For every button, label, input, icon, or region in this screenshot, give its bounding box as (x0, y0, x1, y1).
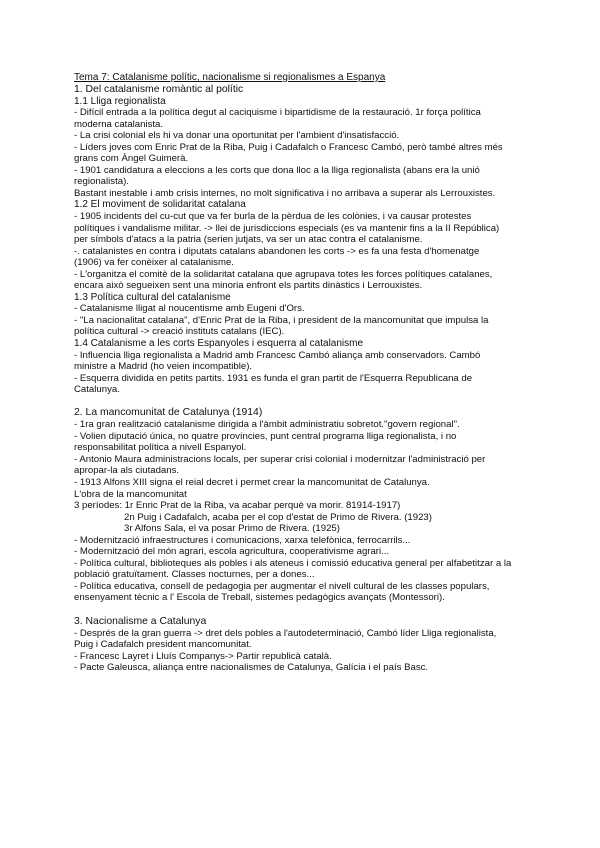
section-spacer (74, 396, 540, 408)
paragraph-line: - Francesc Layret i Lluís Companys-> Partir republicà català. (74, 650, 332, 662)
section-spacer (74, 604, 540, 616)
paragraph-line: - "La nacionalitat catalana", d'Enric Prat de la Riba, i president de la mancomunitat que impulsa la (74, 314, 489, 326)
paragraph-line: - Antonio Maura administracions locals, per superar crisi colonial i modernitzar l'administració per (74, 453, 486, 465)
paragraph-line: - La crisi colonial els hi va donar una oportunitat per l'ambient d'insatisfacció. (74, 130, 400, 142)
paragraph-line: població gratuïtament. Classes nocturnes, per a dones... (74, 569, 315, 581)
paragraph-line: -. catalanistes en contra i diputats catalans abandonen les corts -> es fa una festa d'homenatge (74, 245, 480, 257)
paragraph-line: Puig i Cadafalch president mancomunitat. (74, 639, 252, 651)
paragraph-line: per símbols d'atacs a la patria (serien jutjats, va ser un atac contra el catalanisme. (74, 234, 423, 246)
paragraph-line: L'obra de la mancomunitat (74, 488, 187, 500)
paragraph-line: - Difícil entrada a la política degut al caciquisme i bipartidisme de la restauració. 1r força política (74, 107, 481, 119)
document-body (74, 84, 540, 674)
section-heading: 3. Nacionalisme a Catalunya (74, 615, 207, 627)
subsection-heading: 1.4 Catalanisme a les corts Espanyoles i esquerra al catalanisme (74, 338, 364, 350)
section-heading: 2. La mancomunitat de Catalunya (1914) (74, 407, 263, 419)
paragraph-line: moderna catalanista. (74, 118, 164, 130)
paragraph-line: - Modernització del món agrari, escola agricultura, cooperativisme agrari... (74, 546, 390, 558)
periods-line: 2n Puig i Cadafalch, acaba per el cop d'estat de Primo de Rivera. (1923) (124, 511, 432, 523)
paragraph-line: - 1901 candidatura a eleccions a les corts que dona lloc a la lliga regionalista (abans era la unió (74, 164, 480, 176)
paragraph-line: - 1ra gran realització catalanisme dirigida a l'àmbit administratiu sobretot."govern regional". (74, 419, 460, 431)
paragraph-line: regionalista). (74, 176, 129, 188)
paragraph-line: - Volien diputació única, no quatre províncies, punt central programa lliga regionalista, i no (74, 430, 457, 442)
subsection-heading: 1.3 Política cultural del catalanisme (74, 291, 231, 303)
paragraph-line: - L'organitza el comitè de la solidaritat catalana que agrupava totes les forces polítiques catalanes, (74, 268, 493, 280)
paragraph-line: responsabilitat política a nivell Espanyol. (74, 442, 247, 454)
periods-line: 3 períodes: 1r Enric Prat de la Riba, va acabar perquè va morir. 81914-1917) (74, 500, 401, 512)
paragraph-line: apropar-la als ciutadans. (74, 465, 180, 477)
paragraph-line: - Modernització infraestructures i comunicacions, xarxa telefònica, ferrocarrils... (74, 534, 411, 546)
paragraph-line: - Catalanisme lligat al noucentisme amb Eugeni d'Ors. (74, 303, 305, 315)
paragraph-line: - Pacte Galeusca, aliança entre nacionalismes de Catalunya, Galícia i el país Basc. (74, 662, 429, 674)
paragraph-line: Catalunya. (74, 384, 120, 396)
paragraph-line: (1906) va fer conèixer al catalanisme. (74, 257, 234, 269)
paragraph-line: ministre a Madrid (ho veien incompatible). (74, 361, 253, 373)
paragraph-line: - Influencia lliga regionalista a Madrid amb Francesc Cambó aliança amb conservadors. Cambó (74, 349, 481, 361)
section-heading: 1. Del catalanisme romàntic al polític (74, 83, 244, 95)
paragraph-line: - Esquerra dividida en petits partits. 1931 es funda el gran partit de l'Esquerra Republicana de (74, 372, 473, 384)
paragraph-line: - Política educativa, consell de pedagogia per augmentar el nivell cultural de les classes populars, (74, 580, 490, 592)
paragraph-line: política cultural -> creació instituts catalans (IEC). (74, 326, 285, 338)
paragraph-line: - 1905 incidents del cu-cut que va fer burla de la pèrdua de les colònies, i va causar protestes (74, 211, 472, 223)
paragraph-line: encara això segueixen sent una minoria enfront els partits dinàstics i Lerrouxistes. (74, 280, 423, 292)
subsection-heading: 1.1 Lliga regionalista (74, 95, 166, 107)
paragraph-line: Bastant inestable i amb crisis internes, no molt significativa i no arribava a superar als Lerrouxistes. (74, 187, 496, 199)
subsection-heading: 1.2 El moviment de solidaritat catalana (74, 199, 246, 211)
paragraph-line: - 1913 Alfons XIII signa el reial decret i permet crear la mancomunitat de Catalunya. (74, 477, 430, 488)
paragraph-line: grans com Àngel Guimerà. (74, 153, 189, 165)
paragraph-line: - Política cultural, biblioteques als pobles i als ateneus i comissió educativa general per alfabetitzar a la (74, 557, 512, 569)
paragraph-line: - Després de la gran guerra -> dret dels pobles a l'autodeterminació, Cambó líder Lliga regionalista, (74, 627, 497, 639)
paragraph-line: - Líders joves com Enric Prat de la Riba, Puig i Cadafalch o Francesc Cambó, però també altres més (74, 141, 503, 153)
paragraph-line: ensenyament tècnic a l' Escola de Treball, sistemes pedagògics avançats (Montessori). (74, 592, 445, 604)
paragraph-line: polítiques i vandalisme militar. -> llei de jurisdiccions especials (es va mantenir fins a la II República) (74, 222, 500, 234)
document-title: Tema 7: Catalanisme polític, nacionalisme si regionalismes a Espanya (74, 72, 386, 83)
periods-line: 3r Alfons Sala, el va posar Primo de Rivera. (1925) (124, 523, 340, 535)
